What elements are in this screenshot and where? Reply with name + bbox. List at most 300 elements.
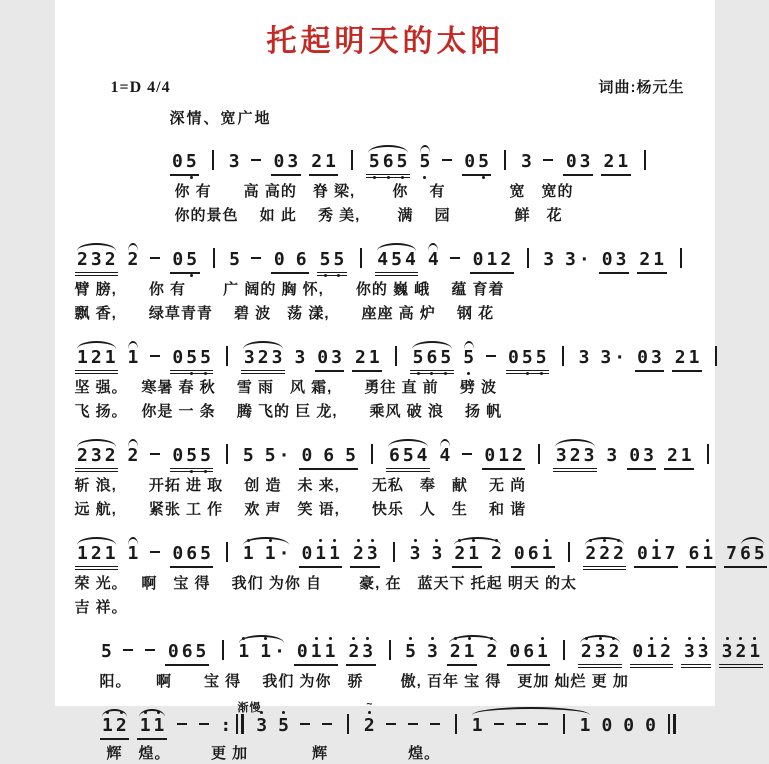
lyrics-line: 你的景色 如 此 秀 美, 满 园 鲜 花 <box>174 207 563 224</box>
beam-group <box>271 152 301 176</box>
duration-dash <box>320 715 334 733</box>
note: 0 <box>273 249 285 270</box>
note: 3 <box>578 347 590 368</box>
note: 5 <box>439 348 453 368</box>
note: 1 <box>462 642 476 662</box>
note: 0 <box>172 347 184 368</box>
note: 3 <box>287 151 299 172</box>
octave-dot-above <box>431 637 434 640</box>
duration-dash <box>448 249 462 267</box>
octave-dot-above <box>435 539 438 542</box>
barline <box>563 714 565 734</box>
note: 1 <box>467 544 481 564</box>
note: 1 <box>104 347 116 368</box>
octave-dot-above <box>655 539 658 542</box>
octave-dot-above <box>739 637 742 640</box>
lyrics-line: 远 航, 紧张 工 作 欢 声 笑 语, 快乐 人 生 和 谐 <box>74 501 527 518</box>
octave-dot-above <box>702 637 705 640</box>
note: 1 <box>645 642 659 662</box>
beam-group <box>75 348 119 374</box>
note: 2 <box>104 249 116 270</box>
note: 3 <box>361 642 375 662</box>
octave-dot-above <box>120 711 123 714</box>
note: 2 <box>354 347 366 368</box>
slur-arc <box>578 642 622 668</box>
barline <box>360 248 362 268</box>
note: 2 <box>579 642 593 662</box>
beam-group <box>482 446 526 470</box>
note: 5 <box>242 445 254 466</box>
slur-arc <box>553 446 597 472</box>
note: 3 <box>243 347 255 368</box>
note: 0 <box>601 715 613 736</box>
barline <box>226 542 228 562</box>
note: 1 <box>314 544 328 564</box>
slur-arc <box>75 544 119 570</box>
lyrics-line: 臂 膀, 你 有 广 阔的 胸 怀, 你的 巍 峨 蕴 育着 <box>74 281 505 298</box>
duration-dash <box>148 249 162 267</box>
barline <box>226 346 228 366</box>
octave-dot-above <box>371 539 374 542</box>
note: 6 <box>181 641 193 662</box>
slur-arc <box>438 446 452 466</box>
note: 1 <box>328 544 342 564</box>
beam-group <box>553 446 597 472</box>
note: 0 <box>301 445 313 466</box>
note: 1 <box>152 716 166 736</box>
tempo-annotation: 渐慢 <box>237 702 262 714</box>
beam-group <box>601 152 631 176</box>
note: 1 <box>617 151 629 172</box>
note: 2 <box>347 642 361 662</box>
barline <box>351 150 353 170</box>
score-system <box>75 431 697 520</box>
octave-dot-above <box>414 539 417 542</box>
barline <box>213 248 215 268</box>
note: 3 <box>430 544 444 564</box>
note: 5 <box>185 250 199 270</box>
octave-dot-above <box>650 637 653 640</box>
note: 2 <box>351 544 365 564</box>
octave-dot-below <box>467 372 470 375</box>
beam-group <box>686 544 716 568</box>
note: 0 <box>167 641 179 662</box>
note: 3 <box>593 642 607 662</box>
beam-group <box>452 544 482 568</box>
note: 3 <box>90 445 102 466</box>
octave-dot-above <box>726 637 729 640</box>
duration-dash <box>492 715 506 733</box>
beam-group <box>719 642 763 668</box>
octave-dot-above <box>282 711 285 714</box>
duration-dash <box>121 641 135 659</box>
note: 0 <box>513 543 525 564</box>
note: 5 <box>345 445 356 466</box>
note: 1 <box>498 445 510 466</box>
barline <box>222 640 224 660</box>
octave-dot-below <box>190 274 193 277</box>
note: 5 <box>229 249 240 270</box>
note: 0 <box>464 151 476 172</box>
note: 3 <box>228 151 240 172</box>
note: 1 <box>701 544 715 564</box>
note: 1 <box>579 715 591 736</box>
beam-group <box>637 250 667 274</box>
note: 1 <box>104 543 116 564</box>
note: 0 <box>301 543 313 564</box>
note: 3 <box>294 347 306 368</box>
duration-dash <box>197 715 211 733</box>
octave-dot-below <box>387 176 390 179</box>
note: 6 <box>388 445 400 466</box>
barline <box>371 444 373 464</box>
note: 2 <box>512 445 523 466</box>
note: 5 <box>195 641 207 662</box>
slur-arc <box>126 446 140 466</box>
slur-arc <box>75 250 119 276</box>
note: 3 <box>600 347 612 368</box>
composer-credit: 词曲:杨元生 <box>598 79 685 96</box>
score-system <box>74 529 765 618</box>
note: 0 <box>509 641 521 662</box>
notation-line <box>100 627 761 668</box>
beam-group <box>294 642 338 666</box>
octave-dot-above <box>599 637 602 640</box>
barline <box>347 714 349 734</box>
octave-dot-above <box>409 637 412 640</box>
note: 3 <box>682 642 696 662</box>
barline <box>563 640 565 660</box>
note: 2 <box>104 445 116 466</box>
note: 2 <box>90 543 102 564</box>
lyrics-line: 坚 强。 寒暑 春 秋 雪 雨 风 霜, 勇往 直 前 劈 波 <box>74 379 498 396</box>
barline <box>455 714 457 734</box>
slur-arc <box>452 544 504 568</box>
song-title: 托起明天的太阳 <box>266 25 505 58</box>
note: 5 <box>332 250 346 270</box>
note: 4 <box>439 445 451 466</box>
note: 2 ∼ <box>363 699 375 736</box>
note: 4 <box>404 249 416 270</box>
note: 4 <box>377 249 389 270</box>
octave-dot-above <box>106 711 109 714</box>
note: 1 <box>653 249 665 270</box>
note: 1 <box>241 544 255 564</box>
slur-arc <box>137 716 167 740</box>
note: 3 <box>271 347 283 368</box>
beam-group <box>241 348 285 374</box>
octave-dot-above <box>319 539 322 542</box>
note: 0 <box>636 543 648 564</box>
note: 1 <box>688 347 700 368</box>
note: 1 <box>127 543 139 564</box>
note: 2 <box>114 716 128 736</box>
beam-group <box>346 642 376 666</box>
note: 0 <box>637 347 648 368</box>
note: 5 <box>418 152 432 172</box>
note: 6 <box>527 543 539 564</box>
octave-dot-below <box>324 274 327 277</box>
octave-dot-above <box>688 637 691 640</box>
barline <box>212 150 214 170</box>
note: 3 <box>565 249 576 270</box>
slur-arc <box>447 642 499 666</box>
arc-line <box>472 707 590 715</box>
note: 3 <box>255 716 269 736</box>
beam-group <box>170 348 214 374</box>
octave-dot-above <box>315 637 318 640</box>
lyrics-line: 斩 浪, 开拓 进 取 创 造 未 来, 无私 奉 献 无 尚 <box>74 477 527 494</box>
note: 3 <box>720 642 734 662</box>
note: 3 <box>408 544 422 564</box>
duration-dash <box>514 715 528 733</box>
beam-group <box>137 716 167 740</box>
octave-dot-below <box>444 372 447 375</box>
score-body <box>74 137 765 764</box>
note: 1 <box>536 642 550 662</box>
beam-group <box>511 544 555 568</box>
barline <box>538 444 540 464</box>
note: 0 <box>317 347 329 368</box>
slur-arc <box>126 250 140 270</box>
octave-dot-below <box>204 470 207 473</box>
beam-group <box>672 348 702 372</box>
beam-group <box>681 642 711 668</box>
slur-arc <box>583 544 627 570</box>
octave-dot-above <box>357 539 360 542</box>
octave-dot-below <box>337 274 340 277</box>
note: 2 <box>90 347 102 368</box>
note: 3 <box>365 544 379 564</box>
note: 5 <box>277 716 291 736</box>
octave-dot-above <box>541 637 544 640</box>
beam-group <box>170 152 200 176</box>
expression-marking: 深情、宽广地 <box>169 110 272 127</box>
note: 3 <box>555 445 567 466</box>
slur-arc <box>470 714 592 736</box>
note: 2 <box>612 544 626 564</box>
note: 3 <box>650 347 662 368</box>
note: 2 <box>666 445 678 466</box>
note: 1 <box>325 151 336 172</box>
barline <box>644 150 646 170</box>
note: 3 <box>696 642 710 662</box>
slur-arc <box>418 152 432 172</box>
note: 0 <box>172 151 183 172</box>
octave-dot-above <box>352 637 355 640</box>
beam-group <box>170 544 214 568</box>
note: 2 <box>77 249 88 270</box>
note: 5 <box>101 641 112 662</box>
note: 1 <box>680 445 692 466</box>
note: 2 <box>659 642 673 662</box>
note: · <box>278 445 290 466</box>
duration-dash <box>541 151 555 169</box>
barline <box>715 346 717 366</box>
duration-dash <box>536 715 550 733</box>
note: 5 <box>753 543 765 564</box>
note: · <box>278 543 290 564</box>
duration-dash <box>148 543 162 561</box>
barline <box>226 444 228 464</box>
notation-line <box>75 431 697 472</box>
slur-arc <box>75 348 119 374</box>
note: 5 <box>199 446 213 466</box>
score-system <box>74 333 700 422</box>
note: 5 <box>200 543 211 564</box>
octave-dot-above <box>368 711 371 714</box>
octave-dot-above <box>585 637 588 640</box>
octave-dot-below <box>190 372 193 375</box>
note: 5 <box>367 152 381 172</box>
note: 1 <box>649 544 663 564</box>
beam-group <box>75 446 119 472</box>
slur-arc <box>739 544 767 564</box>
duration-dash <box>428 715 442 733</box>
duration-dash <box>384 715 398 733</box>
note: 2 <box>500 249 512 270</box>
beam-group <box>170 446 214 472</box>
note: 7 <box>726 543 737 564</box>
lyrics-line: 辉 煌。 更 加 辉 煌。 <box>106 745 441 762</box>
note: 5 <box>477 152 491 172</box>
score-system <box>75 137 697 226</box>
beam-group <box>578 642 622 668</box>
note: 4 <box>427 249 439 270</box>
octave-dot-above <box>247 539 250 542</box>
note: 4 <box>416 445 428 466</box>
note: 1 <box>748 642 762 662</box>
score-system <box>75 235 697 324</box>
slur-arc <box>126 348 140 368</box>
note: 0 <box>172 249 184 270</box>
octave-dot-above <box>454 637 457 640</box>
note: 0 <box>565 151 577 172</box>
octave-dot-above <box>495 539 498 542</box>
lyrics-line: 飘 香, 绿草青青 碧 波 荡 漾, 座座 高 炉 钢 花 <box>74 305 495 322</box>
notation-line <box>75 333 700 374</box>
note: 2 <box>311 151 323 172</box>
note: · <box>274 641 285 662</box>
slur-arc <box>386 446 430 472</box>
slur-arc <box>426 250 440 270</box>
note: 3 <box>331 347 342 368</box>
duration-dash <box>298 715 312 733</box>
duration-dash <box>484 347 498 365</box>
sheet-music-page <box>55 0 765 762</box>
note: 2 <box>639 249 651 270</box>
meta-row <box>111 76 685 97</box>
wavy-mark: ∼ <box>366 699 373 710</box>
score-system <box>75 627 761 692</box>
beam-group <box>75 250 119 276</box>
octave-dot-below <box>373 176 376 179</box>
note: · <box>578 249 590 270</box>
slur-arc <box>241 544 291 564</box>
octave-dot-below <box>417 372 420 375</box>
notation-line <box>75 529 765 570</box>
beam-group <box>583 544 627 570</box>
note: 3 <box>643 445 654 466</box>
note: 5 <box>318 250 332 270</box>
duration-dash <box>175 715 189 733</box>
note: 1 <box>138 716 152 736</box>
note: 5 <box>534 348 548 368</box>
note: 1 <box>101 716 115 736</box>
note: 6 <box>425 348 439 368</box>
octave-dot-above <box>664 637 667 640</box>
duration-dash <box>460 445 474 463</box>
note: 2 <box>584 544 598 564</box>
notation-line <box>75 235 697 276</box>
note: 6 <box>523 641 535 662</box>
note: 5 <box>185 348 199 368</box>
beam-group <box>635 348 665 372</box>
note: 6 <box>688 543 700 564</box>
duration-dash <box>406 715 420 733</box>
octave-dot-above <box>468 637 471 640</box>
beam-group <box>100 716 130 740</box>
octave-dot-above <box>753 637 756 640</box>
beam-group <box>317 250 347 276</box>
slur-arc <box>375 250 419 276</box>
note: 6 <box>186 543 198 564</box>
lyrics-line: 吉 祥。 <box>74 599 128 616</box>
notation-line <box>100 701 697 740</box>
beam-group <box>506 348 550 374</box>
note: 1 <box>368 347 380 368</box>
octave-dot-below <box>204 372 207 375</box>
octave-dot-above <box>144 711 147 714</box>
slur-arc <box>100 716 130 740</box>
note: 1 <box>540 544 554 564</box>
slur-arc <box>241 348 285 374</box>
note: 5 <box>404 642 418 662</box>
beam-group <box>470 250 514 274</box>
octave-dot-below <box>430 372 433 375</box>
lyrics-line: 飞 扬。 你是 一 条 腾 飞的 巨 龙, 乘风 破 浪 扬 帆 <box>74 403 503 420</box>
beam-group <box>165 642 209 666</box>
lyrics-line: 你 有 高 高的 脊 梁, 你 有 宽 宽的 <box>174 183 574 200</box>
note: 5 <box>462 348 476 368</box>
note: 5 <box>411 348 425 368</box>
octave-dot-above <box>269 539 272 542</box>
barline <box>395 346 397 366</box>
note: 0 <box>601 249 613 270</box>
note: 6 <box>381 152 395 172</box>
note: 2 <box>127 249 139 270</box>
note: 2 <box>598 544 612 564</box>
note: 3 <box>583 445 595 466</box>
beam-group <box>315 348 345 372</box>
duration-dash <box>440 151 454 169</box>
note: 0 <box>296 641 308 662</box>
note: 0 <box>273 151 285 172</box>
note: 1 <box>127 347 139 368</box>
note: 2 <box>607 642 621 662</box>
note: 5 <box>184 152 198 172</box>
barline <box>707 444 709 464</box>
duration-dash <box>249 249 263 267</box>
note: 0 <box>484 445 496 466</box>
note: 1 <box>309 642 323 662</box>
beam-group <box>366 152 410 178</box>
note: 0 <box>172 543 184 564</box>
barline <box>680 248 682 268</box>
note: 7 <box>664 543 676 564</box>
octave-dot-below <box>423 176 426 179</box>
key-signature: 1=D 4/4 <box>110 79 171 96</box>
